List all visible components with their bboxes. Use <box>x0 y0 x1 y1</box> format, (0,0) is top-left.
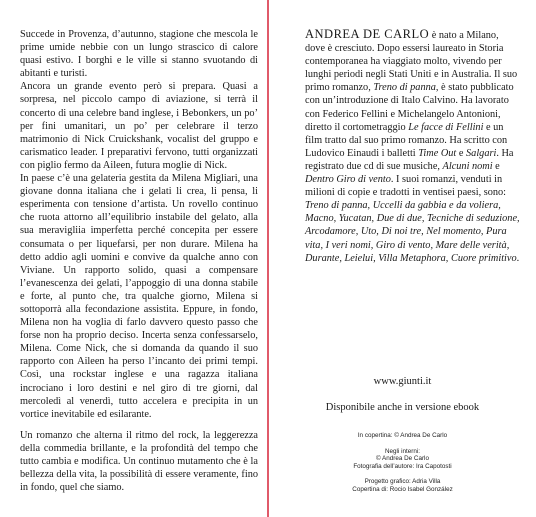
credits <box>269 432 536 494</box>
bio-text: , è stato pubblicato con un’introduzione di Italo Calvino. Ha lavorato con Federico Fellini e Michelangelo Antonioni, diretto il cortometraggio <box>305 82 514 133</box>
author-bio <box>305 28 521 265</box>
inside-credit: © Andrea De Carlo <box>376 455 429 463</box>
bio-text: è nato a Milano, dove è cresciuto. Dopo essersi laureato in Storia contemporanea ha viaggiato molto, vivendo per lunghi periodi negli Stati Uniti e in Australia. Il suo primo romanzo, <box>305 30 518 94</box>
bio-text: . Ha registrato due cd di sue musiche, <box>305 147 514 172</box>
ebook-note: Disponibile anche in versione ebook <box>325 402 480 413</box>
blurb-paragraph-2: Ancora un grande evento però si prepara. Quasi a sorpresa, nel piccolo campo di aviazione, si terrà il concerto di una celebre band inglese, i Bebonkers, un po’ per fini umanitari, un po’ per celebrare il terzo matrimonio di Nick Cruickshank, vocalist del gruppo e carismatico leader. I preparativi fervono, tutti organizzati con piglio fermo da Aileen, futura moglie di Nick. <box>20 81 258 171</box>
design-credit: Progetto grafico: Adria Villa <box>364 478 441 486</box>
blurb-paragraph-3: In paese c’è una gelateria gestita da Milena Migliari, una giovane donna italiana che i gelati li crea, li pensa, li esperimenta con tensione d’artista. Un rovello continuo che ruota attorno all’equilibrio instabile del gelato, alla sua meravigliia imperfetta perché concepita per essere consumata o per liquefarsi, per non durare. Milena ha detto addio agli uomini e convive da qualche anno con Viviane. Un rapporto solido, quasi a compensare l’evanescenza dei gelati, l’appoggio di una donna stabile e forte, al punto che, tra qualche giorno, Milena si sottoporrà alla fecondazione assistita. Eppure, in fondo, Milena non ha voglia di farlo davvero questo passo che forse non ha proprio deciso. Incerta senza confessarselo, Milena. Come Nick, che si domanda da quando il suo rapporto con Aileen ha perso l’incanto dei primi tempi. Così, una rockstar inglese e una ragazza italiana incrociano i loro destini e nel giro di tre giorni, dal mercoledì al venerdì, tutto accelera e precipita in un vortice inevitabile ed esilarante. <box>20 173 258 420</box>
bio-text: . I suoi romanzi, venduti in milioni di copie e tradotti in ventisei paesi, sono: <box>305 174 507 199</box>
book-title: Treno di panna <box>373 82 436 94</box>
right-page <box>269 0 536 517</box>
cd-title: Alcuni nomi <box>442 160 493 172</box>
novels-list: Treno di panna, Uccelli da gabbia e da voliera, Macno, Yucatan, Due di due, Tecniche di seduzione, Arcodamore, Uto, Di noi tre, Nel momento, Pura vita, I veri nomi, Giro di vento, Mare delle verità, Durante, Leielui, Villa Metaphora, Cuore primitivo <box>305 200 520 264</box>
photo-credit: Fotografia dell’autore: Ira Capotosti <box>353 462 452 470</box>
left-page <box>0 0 267 517</box>
cover-design-credit: Copertina di: Rocio Isabel González <box>352 485 453 493</box>
ballet-title: Time Out <box>418 147 457 159</box>
blurb-text <box>20 28 258 494</box>
cover-credit: In copertina: © Andrea De Carlo <box>357 432 448 439</box>
inside-credit-title: Negli interni: <box>385 447 420 455</box>
cd-title: Dentro Giro di vento <box>305 174 391 186</box>
bio-text: e <box>456 147 467 159</box>
ballet-title: Salgari <box>466 147 497 159</box>
film-title: Le facce di Fellini <box>408 121 484 133</box>
website-link[interactable]: www.giunti.it <box>373 376 432 387</box>
bio-text: . <box>516 252 520 264</box>
blurb-paragraph-1: Succede in Provenza, d’autunno, stagione che mescola le prime umide nebbie con un lungo strascico di calore quasi estivo. I borghi e le ville si stanno svuotando di abitanti e turisti. <box>20 29 258 80</box>
blurb-paragraph-4: Un romanzo che alterna il ritmo del rock, la leggerezza della commedia brillante, e la profondità del tempo che tutto cambia e modifica. Un continuo mutamento che è la bellezza della vita, la possibilità di essere veramente, fino in fondo, quel che siamo. <box>20 429 258 494</box>
author-name: ANDREA DE CARLO <box>305 27 430 41</box>
bio-text: e un film tratto dal suo primo romanzo. Ha scritto con Ludovico Einaudi i balletti <box>305 121 508 159</box>
bio-text: e <box>492 160 500 172</box>
